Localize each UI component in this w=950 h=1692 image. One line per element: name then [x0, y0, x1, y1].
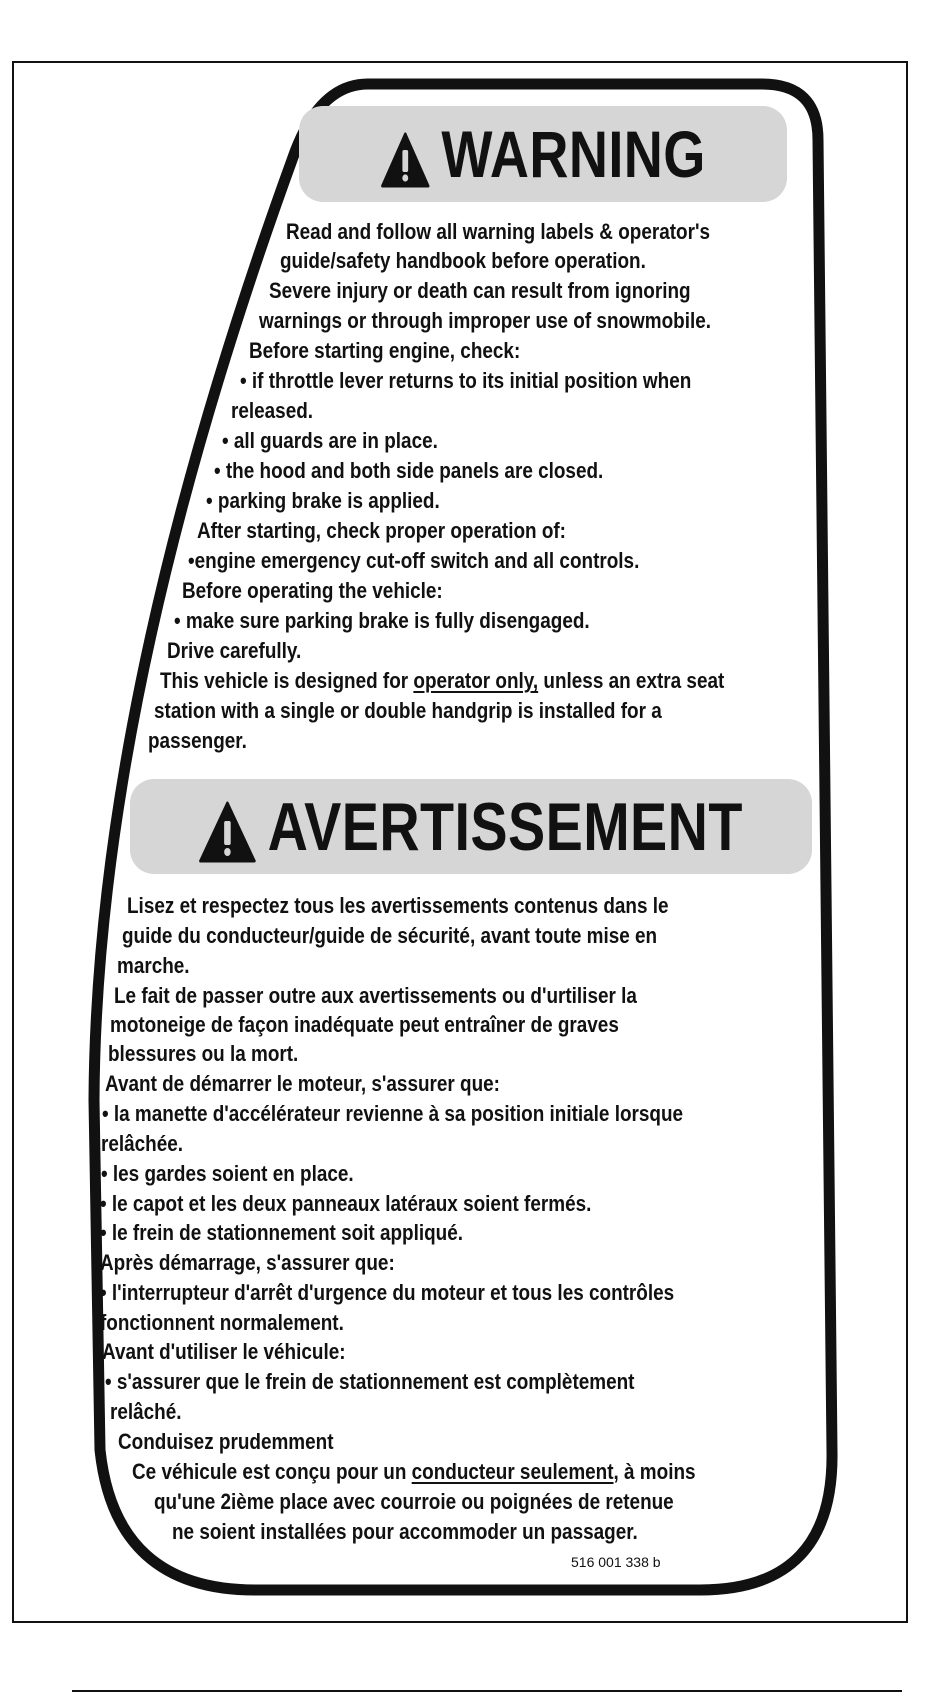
avertissement-line: marche.: [117, 953, 190, 978]
warning-line: passenger.: [148, 728, 247, 753]
avertissement-line: Avant d'utiliser le véhicule:: [102, 1339, 346, 1364]
avertissement-line: Conduisez prudemment: [118, 1429, 334, 1454]
warning-line: Before operating the vehicle:: [182, 578, 443, 603]
avertissement-conducteur-post: , à moins: [613, 1459, 696, 1484]
warning-line: •engine emergency cut-off switch and all controls.: [188, 548, 640, 573]
warning-line: After starting, check proper operation of:: [197, 518, 566, 543]
avertissement-line: Le fait de passer outre aux avertissements ou d'urtiliser la: [114, 983, 637, 1008]
warning-line: released.: [231, 398, 314, 423]
warning-line: Before starting engine, check:: [249, 338, 521, 363]
avertissement-line: ne soient installées pour accommoder un passager.: [172, 1519, 638, 1544]
warning-line: • all guards are in place.: [222, 428, 438, 453]
warning-line: • parking brake is applied.: [206, 488, 440, 513]
warning-heading: [380, 116, 705, 192]
warning-line: Read and follow all warning labels & operator's: [286, 219, 710, 244]
avertissement-line: motoneige de façon inadéquate peut entraîner de graves: [110, 1012, 619, 1037]
avertissement-line: qu'une 2ième place avec courroie ou poignées de retenue: [154, 1489, 674, 1514]
avertissement-line: • les gardes soient en place.: [101, 1161, 354, 1186]
warning-line: station with a single or double handgrip is installed for a: [154, 698, 662, 723]
warning-operator-pre: This vehicle is designed for: [160, 668, 414, 693]
avertissement-conducteur-pre: Ce véhicule est conçu pour un: [132, 1459, 412, 1484]
avertissement-line: guide du conducteur/guide de sécurité, avant toute mise en: [122, 923, 658, 948]
warning-line: guide/safety handbook before operation.: [280, 248, 646, 273]
avertissement-heading: [199, 788, 743, 866]
avertissement-line: fonctionnent normalement.: [100, 1310, 344, 1335]
avertissement-line: Après démarrage, s'assurer que:: [100, 1250, 395, 1275]
avertissement-line: • le capot et les deux panneaux latéraux soient fermés.: [100, 1191, 592, 1216]
warning-line: • the hood and both side panels are closed.: [214, 458, 604, 483]
warning-banner: [299, 106, 787, 202]
warning-title: WARNING: [441, 117, 706, 191]
avertissement-line: • s'assurer que le frein de stationnement est complètement: [105, 1369, 635, 1394]
warning-line: Severe injury or death can result from ignoring: [269, 278, 691, 303]
avertissement-line: blessures ou la mort.: [108, 1041, 299, 1066]
avertissement-line: Lisez et respectez tous les avertissements contenus dans le: [127, 893, 669, 918]
warning-operator-line: [160, 668, 724, 694]
warning-line: Drive carefully.: [167, 638, 302, 663]
warning-operator-post: unless an extra seat: [538, 668, 725, 693]
conducteur-seulement-text: conducteur seulement: [411, 1459, 614, 1484]
warning-triangle-icon: [380, 132, 429, 188]
part-number: 516 001 338 b: [571, 1554, 661, 1570]
avertissement-title: AVERTISSEMENT: [267, 788, 744, 865]
warning-line: • if throttle lever returns to its initial position when: [240, 368, 692, 393]
warning-triangle-icon: [199, 801, 256, 863]
avertissement-line: • la manette d'accélérateur revienne à sa position initiale lorsque: [102, 1101, 684, 1126]
avertissement-line: relâché.: [110, 1399, 182, 1424]
avertissement-line: • l'interrupteur d'arrêt d'urgence du moteur et tous les contrôles: [100, 1280, 675, 1305]
warning-line: warnings or through improper use of snowmobile.: [259, 308, 712, 333]
avertissement-line: • le frein de stationnement soit appliqué.: [100, 1220, 464, 1245]
avertissement-line: Avant de démarrer le moteur, s'assurer que:: [105, 1071, 500, 1096]
avertissement-line: relâchée.: [101, 1131, 184, 1156]
warning-line: • make sure parking brake is fully disengaged.: [174, 608, 590, 633]
operator-only-text: operator only,: [413, 668, 539, 693]
avertissement-banner: [130, 779, 812, 874]
avertissement-conducteur-line: [132, 1459, 696, 1485]
